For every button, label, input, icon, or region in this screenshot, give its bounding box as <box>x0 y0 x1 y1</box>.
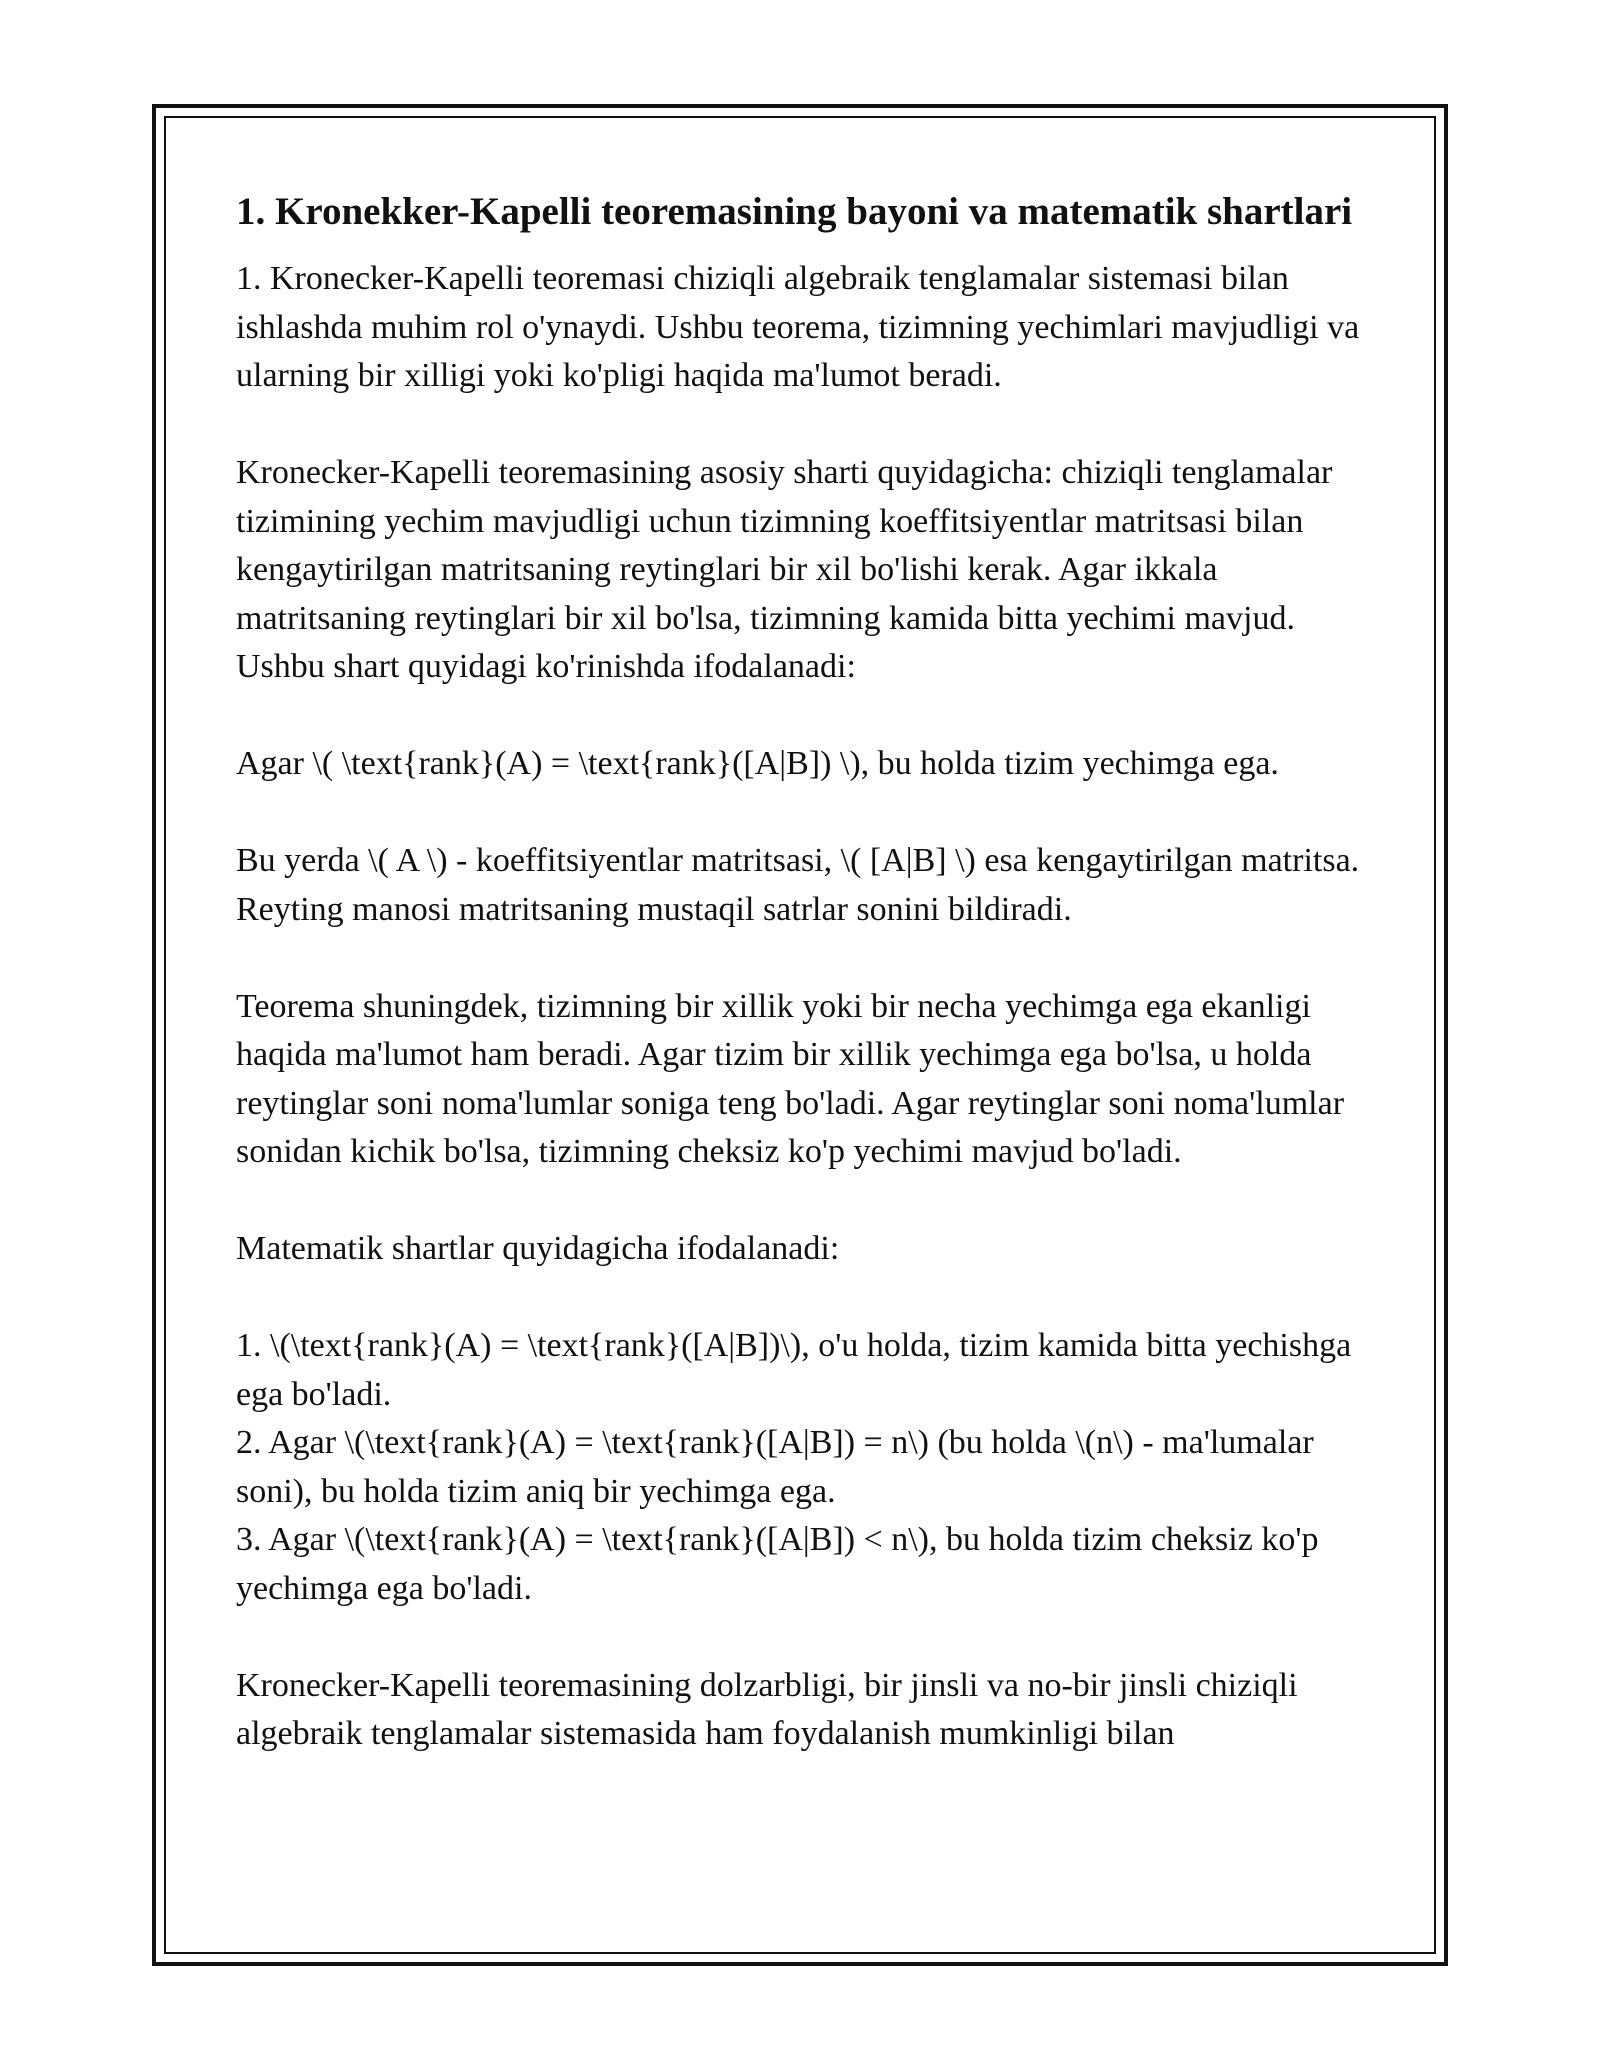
rank-formula-paragraph: Agar \( \text{rank}(A) = \text{rank}([A|B]) \), bu holda tizim yechimga ega. <box>236 745 1279 782</box>
document-body <box>236 184 1376 1807</box>
condition-item: 2. Agar \(\text{rank}(A) = \text{rank}([A|B]) = n\) (bu holda \(n\) - ma'lumalar soni), bu holda tizim aniq bir yechimga ega. <box>236 1424 1314 1510</box>
definition-paragraph: Bu yerda \( A \) - koeffitsiyentlar matritsasi, \( [A|B] \) esa kengaytirilgan matritsa. Reyting manosi matritsaning mustaqil satrlar sonini bildiradi. <box>236 842 1360 928</box>
condition-item: 1. \(\text{rank}(A) = \text{rank}([A|B])\), o'u holda, tizim kamida bitta yechishga ega bo'ladi. <box>236 1327 1352 1413</box>
condition-item: 3. Agar \(\text{rank}(A) = \text{rank}([A|B]) < n\), bu holda tizim cheksiz ko'p yechimga ega bo'ladi. <box>236 1521 1319 1607</box>
closing-paragraph: Kronecker-Kapelli teoremasining dolzarbligi, bir jinsli va no-bir jinsli chiziqli algebraik tenglamalar sistemasida ham foydalanish mumkinligi bilan <box>236 1666 1298 1752</box>
conditions-list <box>236 1322 1376 1613</box>
uniqueness-paragraph: Teorema shuningdek, tizimning bir xillik yoki bir necha yechimga ega ekanligi haqida ma'lumot ham beradi. Agar tizim bir xillik yechimga ega bo'lsa, u holda reytinglar soni noma'lumlar soniga teng bo'ladi. Agar reytinglar soni noma'lumlar sonidan kichik bo'lsa, tizimning cheksiz ko'p yechimi mavjud bo'ladi. <box>236 987 1345 1170</box>
conditions-intro-paragraph: Matematik shartlar quyidagicha ifodalanadi: <box>236 1230 840 1267</box>
main-condition-paragraph: Kronecker-Kapelli teoremasining asosiy sharti quyidagicha: chiziqli tenglamalar tizimining yechim mavjudligi uchun tizimning koeffitsiyentlar matritsasi bilan kengaytirilgan matritsaning reytinglari bir xil bo'lishi kerak. Agar ikkala matritsaning reytinglari bir xil bo'lsa, tizimning kamida bitta yechimi mavjud. Ushbu shart quyidagi ko'rinishda ifodalanadi: <box>236 454 1333 685</box>
intro-paragraph: 1. Kronecker-Kapelli teoremasi chiziqli algebraik tenglamalar sistemasi bilan ishlashda muhim rol o'ynaydi. Ushbu teorema, tizimning yechimlari mavjudligi va ularning bir xilligi yoki ko'pligi haqida ma'lumot beradi. <box>236 260 1360 394</box>
section-heading: 1. Kronekker-Kapelli teoremasining bayoni va matematik shartlari <box>236 190 1353 233</box>
